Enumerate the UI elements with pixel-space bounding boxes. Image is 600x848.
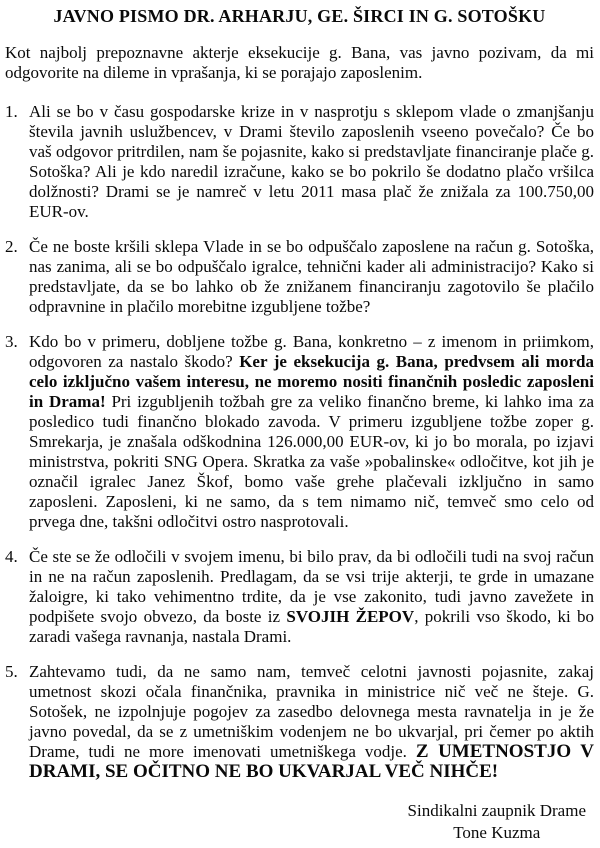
list-item-text [29,547,594,647]
list-item [5,332,594,532]
list-item-text [29,662,594,782]
signature-block [5,800,594,844]
text-segment: Če ne boste kršili sklepa Vlade in se bo odpuščalo zaposlene na račun g. Sotoška, nas zanima, ali se bo odpuščalo igralce, tehnični kader ali administracijo? Kako si predstavljate, da se bo lahko ob že znižanem financiranju zagotovilo še plačilo odpravnine in plačilo morebitne izgubljene tožbe? [29,237,594,316]
text-segment: Zahtevamo tudi, da ne samo nam, temveč celotni javnosti pojasnite, zakaj umetnost skozi očala finančnika, pravnika in ministrice nič več ne šteje. G. Sotošek, ne izpolnjuje pogojev za zasedbo delovnega mesta ravnatelja in je že javno povedal, da se z umetniškim vodenjem ne bo ukvarjal, pri čemer po aktih Drame, tudi ne more imenovati umetniškega vodje. [29,662,594,761]
text-segment: SVOJIH ŽEPOV [286,607,415,626]
text-segment: Ker je eksekucija g. Bana, predvsem ali morda celo izključno vašem interesu, ne moremo nositi finančnih posledic zaposleni in Drama! [29,352,594,411]
signature-inner [408,800,586,844]
list-item-text [29,237,594,317]
list-item [5,102,594,222]
letter-intro: Kot najbolj prepoznavne akterje eksekucije g. Bana, vas javno pozivam, da mi odgovorite na dileme in vprašanja, ki se porajajo zaposlenim. [5,43,594,82]
list-item-number: 4. [5,547,18,566]
list-item-number: 2. [5,237,18,256]
signature-name: Tone Kuzma [453,823,541,842]
list-item [5,547,594,647]
text-segment: Če ste se že odločili v svojem imenu, bi bilo prav, da bi odločili tudi na svoj račun in ne na račun zaposlenih. Predlagam, da se vsi trije akterji, te grde in umazane žaloigre, ki tako vehimentno trdite, da je vse zakonito, tudi javno zavežete in podpišete svojo obvezo, da boste iz [29,547,594,626]
list-item-number: 3. [5,332,18,351]
list-item-number: 5. [5,662,18,681]
list-item [5,237,594,317]
text-segment: Kdo bo v primeru, dobljene tožbe g. Bana, konkretno – z imenom in priimkom, odgovoren za nastalo škodo? [29,332,594,371]
list-item-number: 1. [5,102,18,121]
list-item-text [29,332,594,532]
list-item [5,662,594,782]
letter-items [5,102,594,782]
text-segment: , pokrili vso škodo, ki bo zaradi vašega ravnanja, nastala Drami. [29,607,594,646]
signature-role: Sindikalni zaupnik Drame [407,801,586,820]
text-segment: Pri izgubljenih tožbah gre za veliko finančno breme, ki lahko ima za posledico tudi finančno blokado zavoda. V primeru izgubljene tožbe zoper g. Smrekarja, je znašala odškodnina 126.000,00 EUR-ov, ki jo bo morala, po izjavi ministrstva, pokriti SNG Opera. Skratka za vaše »pobalinske« odločitve, kot jih je označil igralec Janez Škof, bomo vaše grehe plačevali izključno in samo zaposleni. Zaposleni, ki ne samo, da s tem nimamo nič, temveč smo celo od prvega dne, takšni odločitvi ostro nasprotovali. [29,392,595,531]
list-item-text [29,102,594,222]
letter-title: JAVNO PISMO DR. ARHARJU, GE. ŠIRCI IN G. SOTOŠKU [53,6,546,26]
text-segment: Ali se bo v času gospodarske krize in v nasprotju s sklepom vlade o zmanjšanju števila javnih uslužbencev, v Drami število zaposlenih vseeno povečalo? Če bo vaš odgovor pritrdilen, nam še pojasnite, kako si predstavljate financiranje plače g. Sotoška? Ali je kdo naredil izračune, kako se bo pokrilo še dodatno plačo vršilca dolžnosti? Drami se je namreč v letu 2011 masa plač že znižala za 100.750,00 EUR-ov. [29,102,594,221]
text-segment: Z UMETNOSTJO V DRAMI, SE OČITNO NE BO UKVARJAL VEČ NIHČE! [29,741,594,782]
